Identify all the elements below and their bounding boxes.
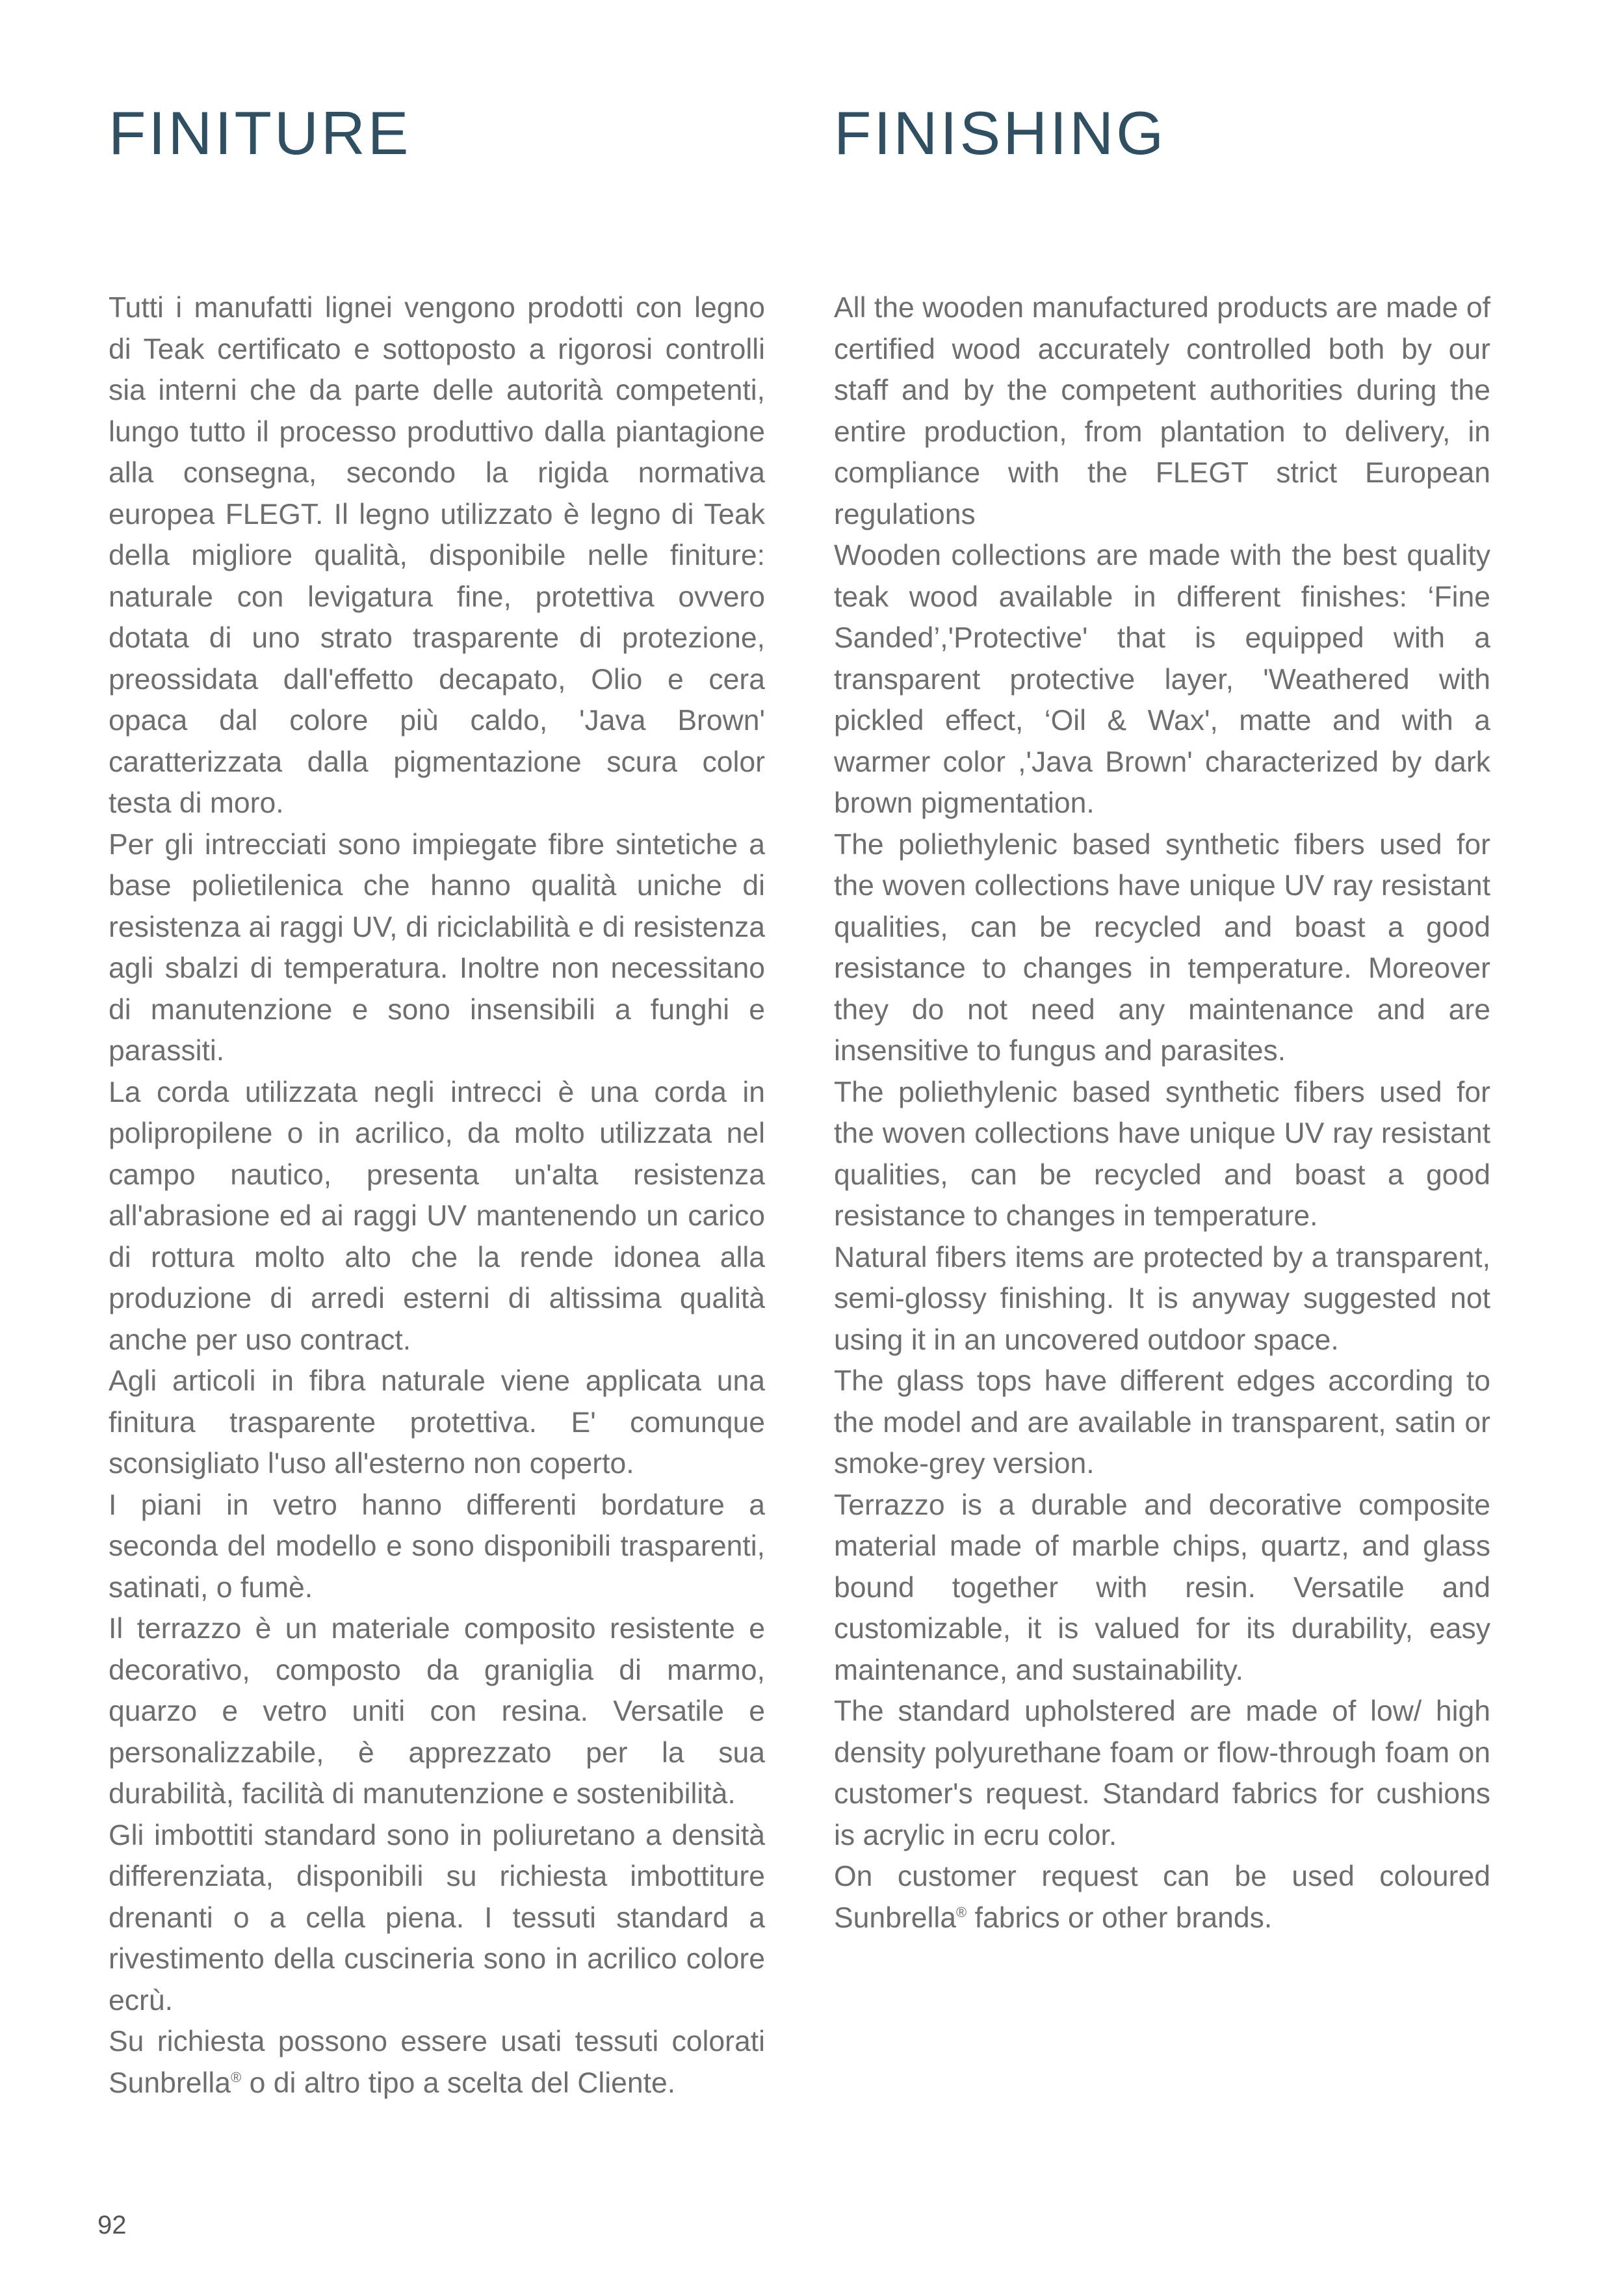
paragraph: The poliethylenic based synthetic fibers used for the woven collections have unique UV ray resistant qualities, can be recycled and boast a good resistance to changes in temperature. [834, 1076, 1490, 1232]
paragraph-sunbrella [834, 1856, 1490, 1938]
registered-mark: ® [956, 1903, 967, 1920]
paragraph: Wooden collections are made with the best quality teak wood available in different finishes: ‘Fine Sanded’,'Protective' that is equipped with a transparent protective layer, 'Weathered with pickled effect, ‘Oil & Wax', matte and with a warmer color ,'Java Brown' characterized by dark brown pigmentation. [834, 540, 1490, 819]
paragraph: La corda utilizzata negli intrecci è una corda in polipropilene o in acrilico, da molto utilizzata nel campo nautico, presenta un'alta resistenza all'abrasione ed ai raggi UV mantenendo un carico di rottura molto alto che la rende idonea alla produzione di arredi esterni di altissima qualità anche per uso contract. [109, 1076, 765, 1356]
paragraph: Agli articoli in fibra naturale viene applicata una finitura trasparente protettiva. E' comunque sconsigliato l'uso all'esterno non coperto. [109, 1365, 765, 1480]
text-fragment: fabrics or other brands. [967, 1901, 1273, 1934]
text-fragment: Su richiesta possono essere usati tessuti colorati Sunbrella [109, 2026, 765, 2099]
paragraph: The poliethylenic based synthetic fibers used for the woven collections have unique UV ray resistant qualities, can be recycled and boast a good resistance to changes in temperature. Moreover they do not need any maintenance and are insensitive to fungus and parasites. [834, 828, 1490, 1067]
italian-body [109, 287, 765, 2104]
paragraph: Gli imbottiti standard sono in poliuretano a densità differenziata, disponibili su richiesta imbottiture drenanti o a cella piena. I tessuti standard a rivestimento della cuscineria sono in acrilico colore ecrù. [109, 1819, 765, 2016]
page-number: 92 [97, 2211, 127, 2239]
text-fragment: On customer request can be used coloured Sunbrella [834, 1860, 1490, 1934]
paragraph: All the wooden manufactured products are made of certified wood accurately controlled both by our staff and by the competent authorities during the entire production, from plantation to delivery, in compliance with the FLEGT strict European regulations [834, 292, 1490, 530]
text-fragment: o di altro tipo a scelta del Cliente. [241, 2067, 676, 2099]
paragraph: I piani in vetro hanno differenti bordature a seconda del modello e sono disponibili trasparenti, satinati, o fumè. [109, 1489, 765, 1604]
paragraph: Il terrazzo è un materiale composito resistente e decorativo, composto da graniglia di marmo, quarzo e vetro uniti con resina. Versatile e personalizzabile, è apprezzato per la sua durabilità, facilità di manutenzione e sostenibilità. [109, 1613, 765, 1810]
heading-finiture: FINITURE [109, 99, 411, 167]
paragraph: Tutti i manufatti lignei vengono prodotti con legno di Teak certificato e sottoposto a rigorosi controlli sia interni che da parte delle autorità competenti, lungo tutto il processo produttivo dalla piantagione alla consegna, secondo la rigida normativa europea FLEGT. Il legno utilizzato è legno di Teak della migliore qualità, disponibile nelle finiture: naturale con levigatura fine, protettiva ovvero dotata di uno strato trasparente di protezione, preossidata dall'effetto decapato, Olio e cera opaca dal colore più caldo, 'Java Brown' caratterizzata dalla pigmentazione scura color testa di moro. [109, 292, 765, 819]
paragraph: Terrazzo is a durable and decorative composite material made of marble chips, quartz, and glass bound together with resin. Versatile and customizable, it is valued for its durability, easy maintenance, and sustainability. [834, 1489, 1490, 1686]
paragraph-sunbrella [109, 2021, 765, 2104]
paragraph: The glass tops have different edges according to the model and are available in transparent, satin or smoke-grey version. [834, 1365, 1490, 1480]
heading-finishing: FINISHING [834, 99, 1167, 167]
paragraph: Per gli intrecciati sono impiegate fibre sintetiche a base polietilenica che hanno qualità uniche di resistenza ai raggi UV, di riciclabilità e di resistenza agli sbalzi di temperatura. Inoltre non necessitano di manutenzione e sono insensibili a funghi e parassiti. [109, 828, 765, 1067]
english-body [834, 287, 1490, 1938]
registered-mark: ® [231, 2068, 242, 2085]
paragraph: The standard upholstered are made of low/ high density polyurethane foam or flow-through foam on customer's request. Standard fabrics for cushions is acrylic in ecru color. [834, 1695, 1490, 1851]
paragraph: Natural fibers items are protected by a transparent, semi-glossy finishing. It is anyway suggested not using it in an uncovered outdoor space. [834, 1241, 1490, 1356]
